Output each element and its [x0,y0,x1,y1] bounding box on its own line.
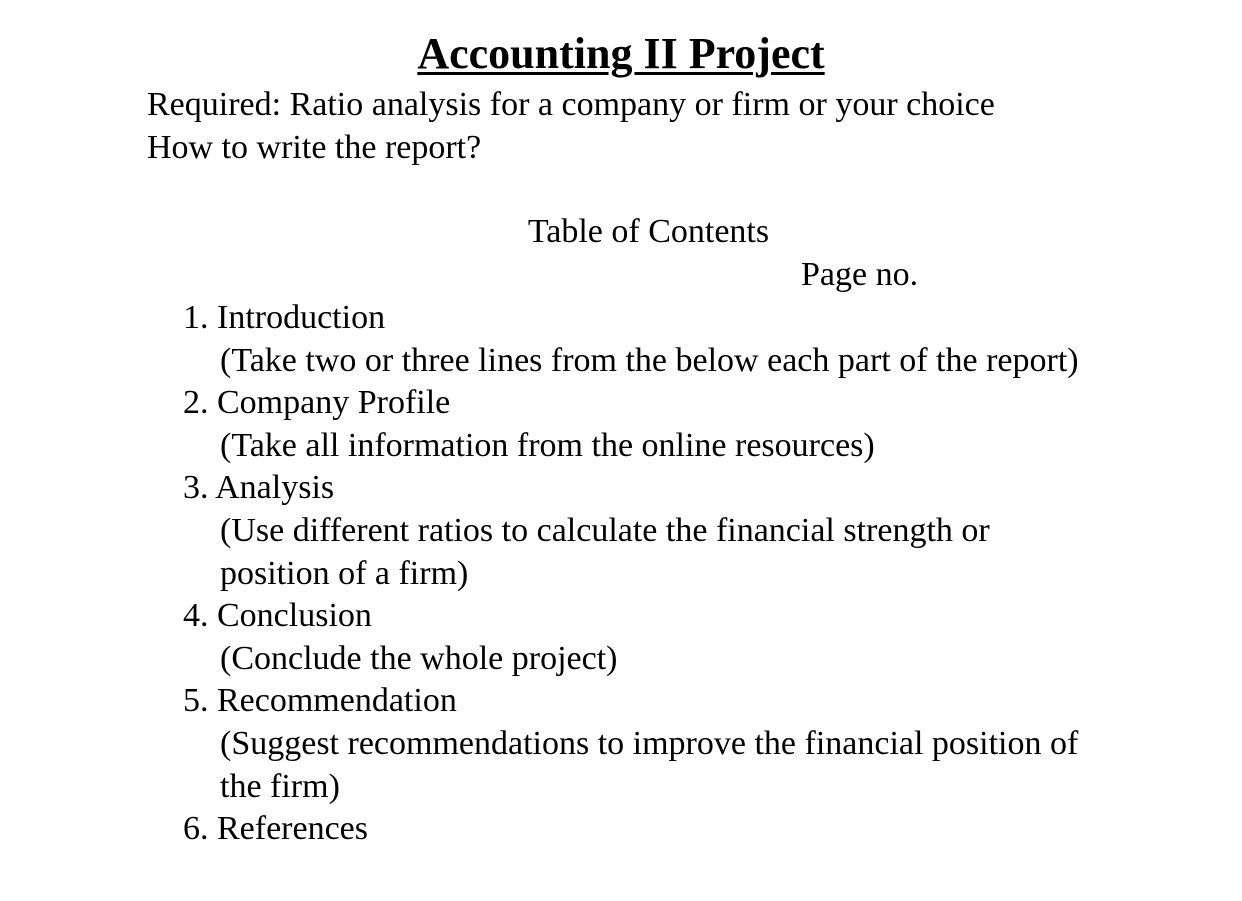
toc-item-label: Recommendation [217,682,457,720]
toc-item-label: Analysis [215,469,335,507]
toc-item-analysis [147,467,1107,595]
toc-item-number: 2. [183,384,209,422]
toc-item-label: Introduction [217,299,386,336]
toc-item-label: References [217,810,369,848]
toc-item-heading [147,467,1107,510]
toc-item-label: Company Profile [217,384,451,422]
toc-item-heading [147,595,1107,638]
toc-item-heading [147,808,1107,851]
toc-item-description: (Conclude the whole project) [220,639,618,677]
required-text: Required: Ratio analysis for a company or firm or your choice [147,86,995,123]
toc-item-description: (Use different ratios to calculate the financial strength or position of a firm) [220,511,990,592]
toc-item-number: 5. [183,682,209,720]
toc-item-company-profile [147,382,1107,467]
toc-item-description: (Take two or three lines from the below each part of the report) [220,341,1079,379]
page-title: Accounting II Project [417,29,825,78]
toc-item-description: (Suggest recommendations to improve the financial position of the firm) [220,724,1079,805]
page-no-label: Page no. [801,256,919,293]
how-to-text: How to write the report? [147,129,482,166]
toc-item-label: Conclusion [217,597,372,635]
toc-item-number: 4. [183,597,209,635]
toc-item-introduction [147,297,1107,382]
toc-list [147,297,1107,851]
toc-item-heading [147,297,1107,340]
toc-item-recommendation [147,680,1107,808]
toc-item-references [147,808,1107,851]
toc-item-number: 6. [183,810,209,848]
toc-item-conclusion [147,595,1107,680]
toc-item-heading [147,680,1107,723]
toc-item-number: 3. [183,469,209,507]
toc-item-heading [147,382,1107,425]
toc-item-description: (Take all information from the online resources) [220,426,875,464]
toc-item-number: 1. [183,299,209,336]
toc-heading: Table of Contents [527,213,770,250]
